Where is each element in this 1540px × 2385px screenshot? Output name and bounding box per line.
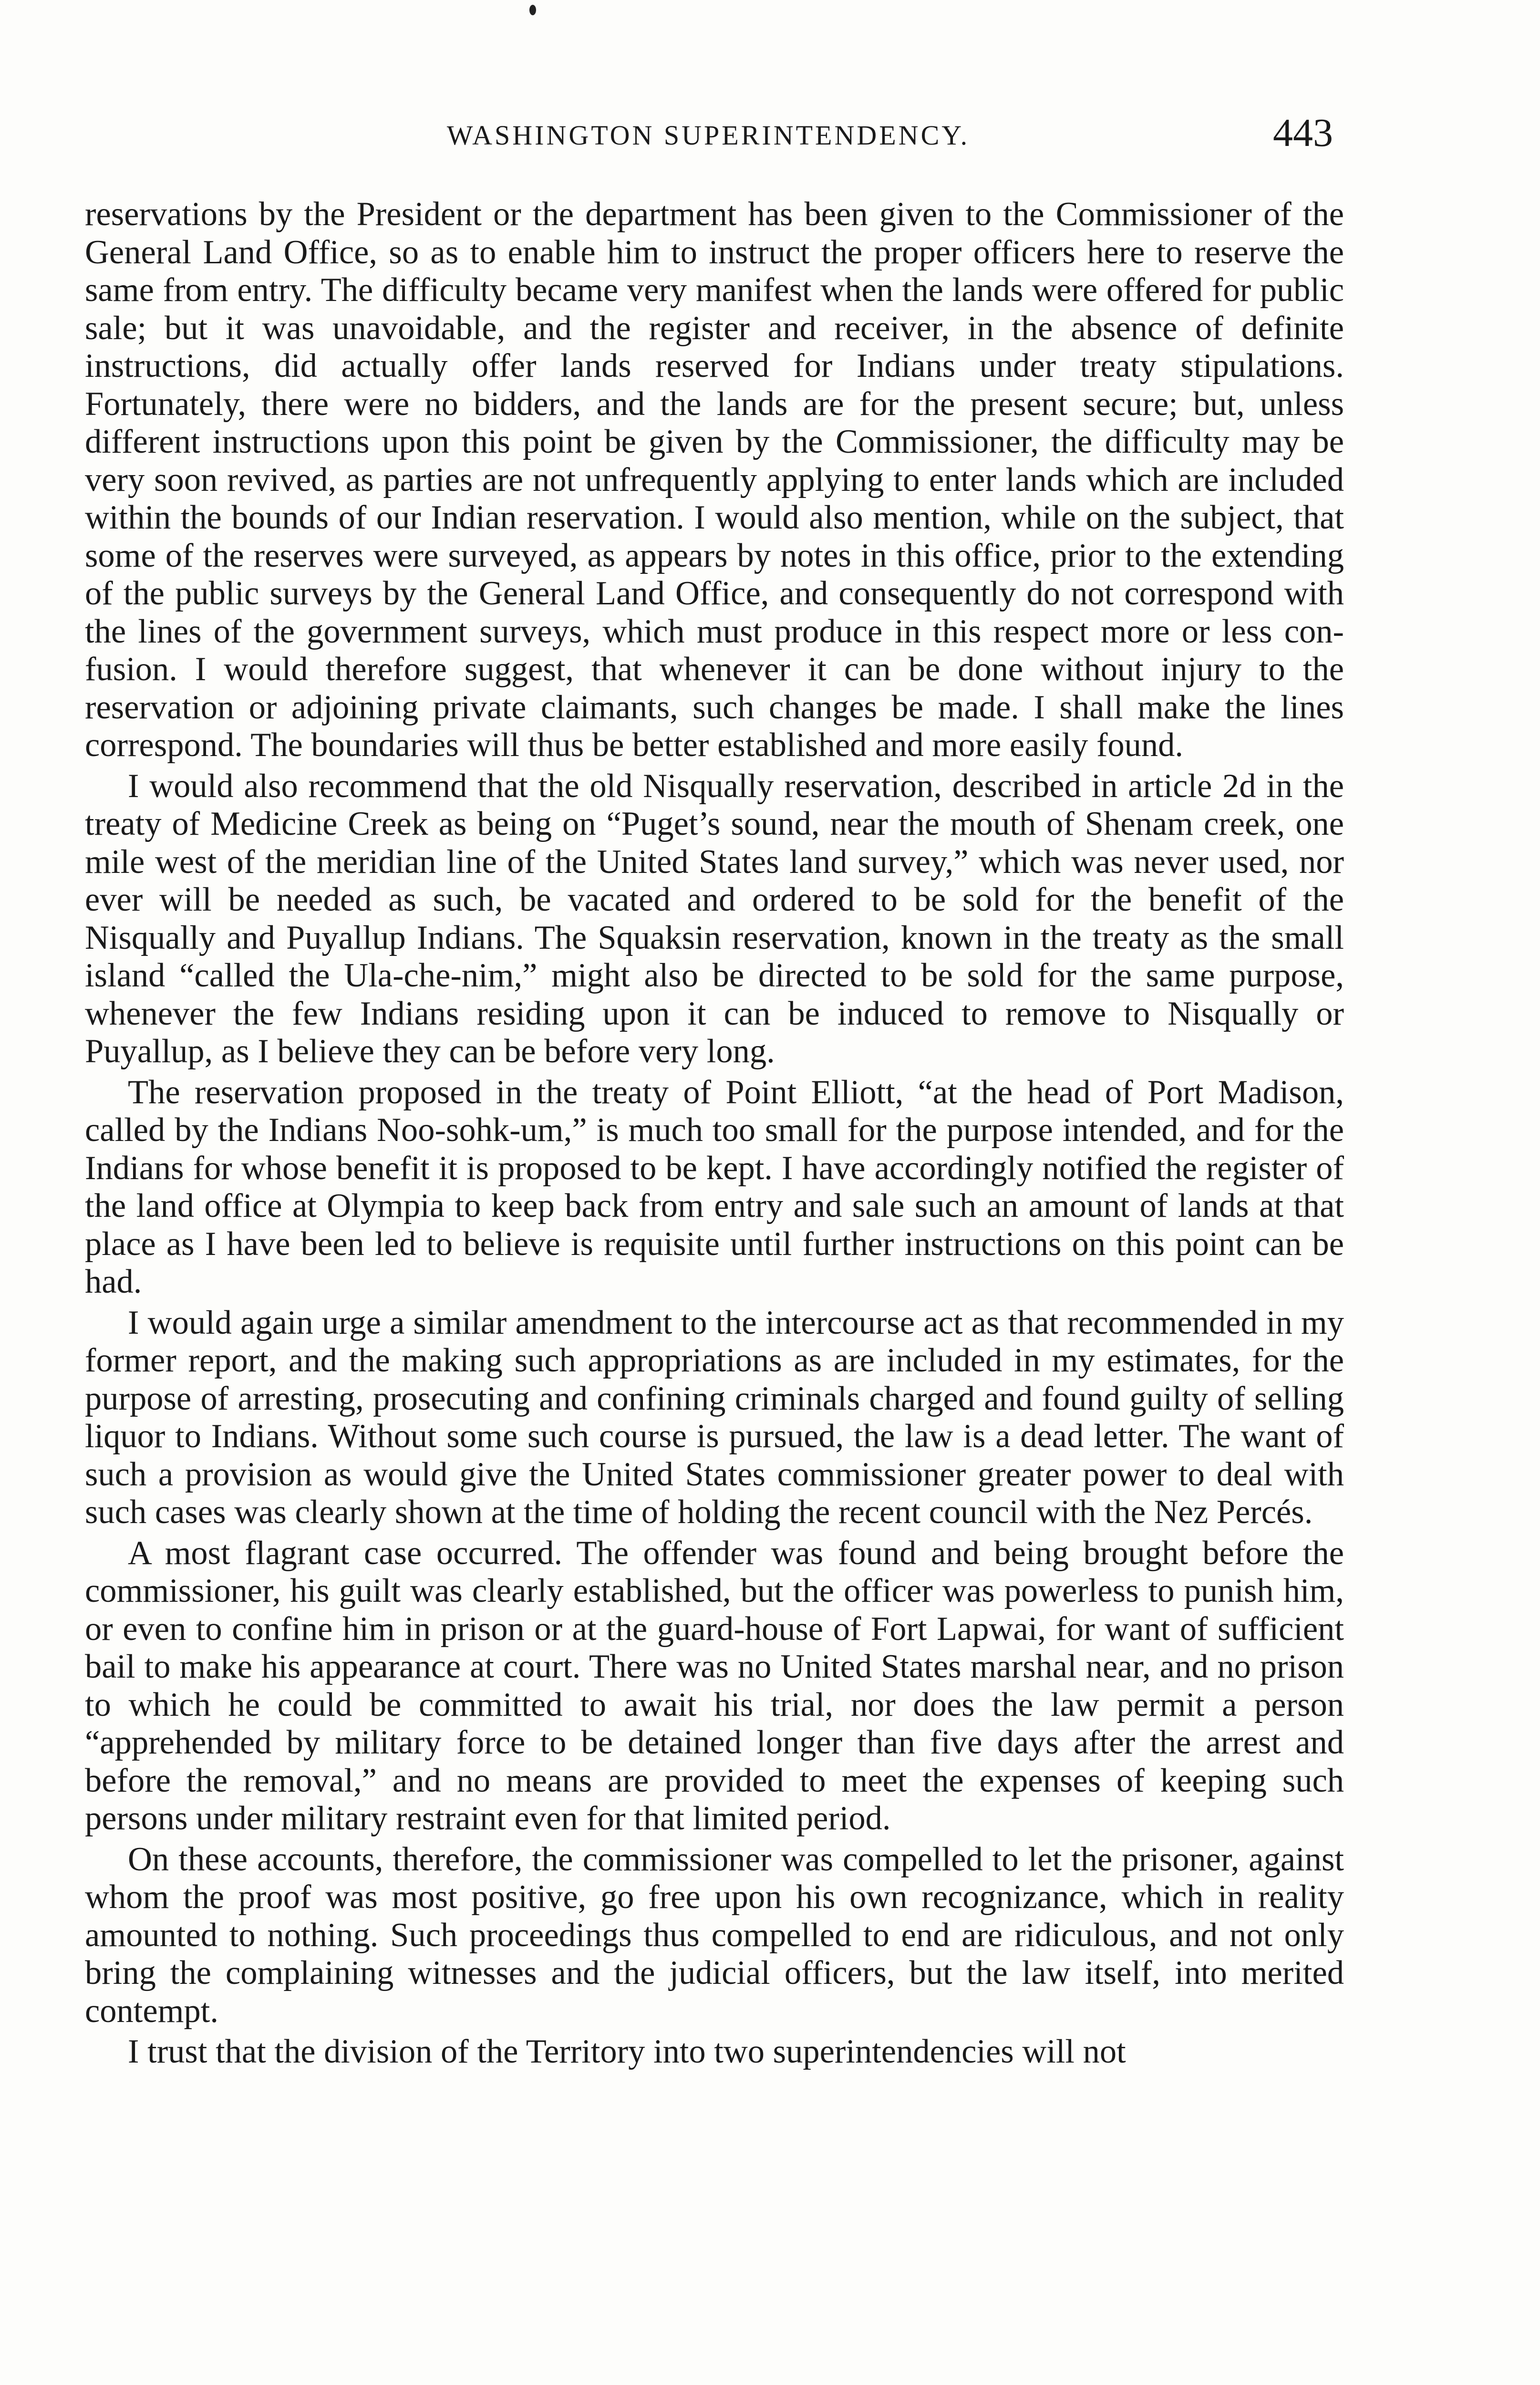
body-text: [85, 196, 1344, 2074]
page-header: [83, 110, 1333, 162]
page-number: 443: [1273, 111, 1333, 155]
running-title: WASHINGTON SUPERINTENDENCY.: [446, 120, 970, 151]
paragraph: The reservation proposed in the treaty of Point Elliott, “at the head of Port Madison, called by the Indians Noo-sohk-um,” is much too small for the purpose intended, and for the Indians for whose benefit it is proposed to be kept. I have accordingly notified the register of the land office at Olympia to keep back from entry and sale such an amount of lands at that place as I have been led to believe is requisite until further instructions on this point can be had.: [85, 1073, 1344, 1300]
paragraph: I would again urge a similar amendment to the intercourse act as that recommended in my former report, and the making such appropriations as are included in my estimates, for the purpose of arresting, prosecuting and confining criminals charged and found guilty of selling liquor to Indians. Without some such course is pursued, the law is a dead letter. The want of such a provision as would give the United States commissioner greater power to deal with such cases was clearly shown at the time of holding the recent council with the Nez Percés.: [85, 1304, 1344, 1531]
paragraph: I would also recommend that the old Nisqually reservation, described in article 2d in the treaty of Medicine Creek as being on “Puget’s sound, near the mouth of Shenam creek, one mile west of the meridian line of the United States land survey,” which was never used, nor ever will be needed as such, be vacated and ordered to be sold for the benefit of the Nisqually and Puyallup Indians. The Squaksin reservation, known in the treaty as the small island “called the Ula-che-nim,” might also be directed to be sold for the same purpose, whenever the few Indians residing upon it can be induced to remove to Nisqually or Puyallup, as I believe they can be before very long.: [85, 767, 1344, 1070]
ink-speck: [529, 5, 536, 15]
paragraph-continued: reservations by the President or the department has been given to the Commissioner of the General Land Office, so as to enable him to instruct the proper officers here to reserve the same from entry. The difficulty became very manifest when the lands were offered for public sale; but it was unavoidable, and the register and receiver, in the absence of definite instructions, did actually offer lands reserved for Indians under treaty stipulations. Fortunately, there were no bidders, and the lands are for the present secure; but, unless different instructions upon this point be given by the Commissioner, the difficulty may be very soon revived, as parties are not unfrequently applying to enter lands which are included within the bounds of our Indian reservation. I would also mention, while on the subject, that some of the reserves were surveyed, as appears by notes in this office, prior to the extending of the public surveys by the General Land Office, and consequently do not correspond with the lines of the government surveys, which must produce in this respect more or less confusion. I would therefore suggest, that whenever it can be done without injury to the reservation or adjoining private claimants, such changes be made. I shall make the lines correspond. The boundaries will thus be better established and more easily found.: [85, 196, 1344, 764]
paragraph: A most flagrant case occurred. The offender was found and being brought before the commissioner, his guilt was clearly established, but the officer was powerless to punish him, or even to confine him in prison or at the guard-house of Fort Lapwai, for want of sufficient bail to make his appearance at court. There was no United States marshal near, and no prison to which he could be committed to await his trial, nor does the law permit a person “apprehended by military force to be detained longer than five days after the arrest and before the removal,” and no means are provided to meet the expenses of keeping such persons under military restraint even for that limited period.: [85, 1534, 1344, 1837]
paragraph-last: I trust that the division of the Territory into two superintendencies will not: [128, 2033, 1126, 2070]
paragraph: On these accounts, therefore, the commissioner was compelled to let the prisoner, against whom the proof was most positive, go free upon his own recognizance, which in reality amounted to nothing. Such proceedings thus compelled to end are ridiculous, and not only bring the complaining witnesses and the judicial officers, but the law itself, into merited contempt.: [85, 1840, 1344, 2030]
